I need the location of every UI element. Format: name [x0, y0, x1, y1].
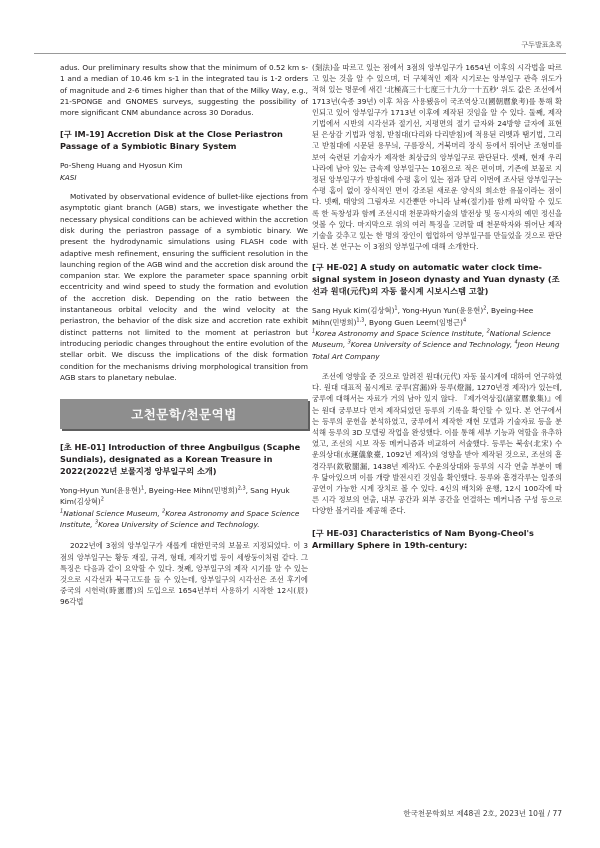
author-name: , Yong-Hyun Yun(윤용현): [397, 306, 484, 316]
author-list: [312, 305, 562, 328]
author-name: , Byeing-Hee Mihn(민병희): [144, 486, 238, 496]
affil-marker: 2: [486, 328, 490, 335]
affiliation-name: National Science Museum,: [63, 508, 163, 518]
abstract-body: 조선에 영향을 준 것으로 알려진 원대(元代) 자동 물시계에 대하여 연구하였다. 원대 대표적 물시계로 궁루(宮漏)와 등루(燈漏, 1270년경 제작)가 있는데, 궁루에 대해서는 자료가 거의 남아 있지 않다. 『제가역상집(諸家曆象集)』에는 원대 궁루보다 먼저 제작되었던 등루의 기록을 확인할 수 있다. 본 연구에서는 등루의 문헌을 분석하였고, 궁루에서 제작한 재현 모델과 기술자료 등을 분석해 등루의 3D 모델링 작업을 완성했다. 이를 통해 세부 기능과 역할을 유추하였고, 조선의 시보 작동 메커니즘과 비교하여 서술했다. 등루는 북송(北宋) 수운의상대(水運儀象臺, 1092년 제작)의 영향을 받아 제작된 것으로, 조선의 흠경각루(欽敬閣漏, 1438년 제작)도 수운의상대와 등루의 시각 연출 부분이 매우 닮아있으며 이를 개량 발전시킨 것임을 확인했다. 등루와 흠경각루는 일종의 공연이 가능한 시계 장치로 볼 수 있다. 4신의 배치와 운행, 12시 100각에 따른 시각 정보의 연출, 내부 공간과 외부 공간을 연결하는 메커니즘 구성 등으로 다양한 볼거리를 제공해 준다.: [312, 371, 562, 516]
affiliation: KASI: [60, 172, 77, 182]
abstract-body: Motivated by observational evidence of bullet-like ejections from asymptotic giant branch (AGB) stars, we investigate whether the necessary physical conditions can be achieved within the accretion disk during the periastron passage of a symbiotic binary. We present the hydrodynamic simulations using FLASH code with adaptive mesh refinement, ensuring the sufficient resolution in the launching region of the AGB wind and the accretion disk around the companion star. We explore the parameter space spanning orbit eccentricity and wind speed to study the formation and evolution of the accretion disk. Depending on the ratio between the instantaneous orbital velocity and the wind velocity at the periastron, the behavior of the disk size and accretion rate exhibit distinct patterns not limited to the moment at periastron but introducing periodic changes throughout the entire evolution of the stellar orbit. We discuss the implications of the disk formation condition for the mechanisms driving morphological transition from AGB stars to planetary nebulae.: [60, 192, 308, 382]
author-list: Po-Sheng Huang and Hyosun Kim: [60, 161, 183, 171]
abstract-title: [구 HE-03] Characteristics of Nam Byong-Cheol's Armillary Sphere in 19th-century:: [312, 527, 534, 550]
affiliation-name: Jeon Heung Total Art Company: [312, 340, 560, 361]
affiliation: [60, 508, 308, 531]
affil-marker: 2: [162, 508, 166, 515]
abstract-body: 2022년에 3점의 앙부일구가 새롭게 대한민국의 보물로 지정되었다. 이 3점의 앙부일구는 황동 재질, 규격, 형태, 제작기법 등이 세쌍둥이처럼 같다. 그 특징은 다음과 같이 요약할 수 있다. 첫째, 앙부일구의 제작 시기를 알 수 있는 것으로 시각선과 북극고도를 들 수 있는데, 앙부일구의 시각선은 조선 후기에 중국의 시헌력(時憲曆)의 도입으로 1654년부터 사용하기 시작한 12시(辰) 96각법: [60, 541, 308, 607]
affil-marker: 1: [140, 485, 145, 492]
abstract-he02: [312, 261, 562, 516]
abstract-title: [구 IM-19] Accretion Disk at the Close Periastron Passage of a Symbiotic Binary System: [60, 129, 283, 152]
continued-abstract: (刻法)을 따르고 있는 점에서 3점의 앙부일구가 1654년 이후의 시각법을 따르고 있는 것을 알 수 있으며, 더 구체적인 제작 시기로는 앙부일구 관측 위도가 적혀 있는 명문에 새긴 '北極高三十七度三十九分一十五秒' 위도 값은 조선에서 1713년(숙종 39년) 이후 처음 사용됐음이 국조역상고(國朝曆象考)를 통해 확인되고 있어 앙부일구가 1713년 이후에 제작된 것임을 알 수 있다. 둘째, 제작기법에서 시반의 시각선과 절기선, 지평면의 절기 글자와 24방향 글자에 표현된 은상감 기법과 영침, 받침대(다리와 다리받침)에 적용된 리벳과 땜기법, 그리고 받침대에 시문된 용무늬, 구름장식, 거북머리 장식 등에서 뛰어난 조형미를 보여 숙련된 기술자가 제작한 최상급의 앙부일구로 판단된다. 셋째, 현재 우리나라에 남아 있는 금속제 앙부일구는 10점으로 적은 편이며, 기존에 보물로 지정된 앙부일구가 받침대에 수평 홈이 있는 점과 달리 이번에 조사된 앙부일구는 수평 홈이 없이 장식적인 면이 강조된 새로운 양식의 희소한 유물이라는 점이다. 넷째, 태양의 그림자로 시간뿐만 아니라 날짜(절기)를 함께 파악할 수 있도록 한 독창성과 함께 조선시대 천문과학기술의 발전상 및 동시자의 예민 정신을 엿볼 수 있다. 마지막으로 위의 여러 특징을 고려할 때 천문학자와 뛰어난 제작 기술을 갖추고 있는 한 명의 장인이 협업하여 앙부일구를 만들었을 것으로 판단된다. 본 연구는 이 3점의 앙부일구에 대해 소개한다.: [312, 63, 562, 252]
affil-marker: 4: [514, 339, 518, 346]
section-banner-label: 고천문학/천문역법: [131, 407, 237, 423]
affil-marker: 1,3: [356, 317, 365, 324]
affiliation-name: Korea Astronomy and Space Science Institute,: [60, 508, 300, 530]
author-name: , Byong Guen Leem(임병근): [364, 317, 463, 327]
page-footer: 한국천문학회보 제48권 2호, 2023년 10월 / 77: [403, 809, 562, 818]
abstract-he01: [60, 441, 308, 607]
continued-abstract: adus. Our preliminary results show that the minimum of 0.52 km s-1 and a median of 10.46 km s-1 in the integrated tau is 1-2 orders of magnitude and 2-6 times higher than that of the Milky Way, e.g., 21-SPONGE and GNOMES surveys, suggesting the possibility of more significant CNM abundance across 30 Doradus.: [60, 63, 308, 118]
author-name: Yong-Hyun Yun(윤용현): [60, 486, 141, 496]
affil-marker: 2,3: [237, 485, 246, 492]
author-name: , Sang Hyuk Kim(김상혁): [60, 486, 290, 507]
section-banner: [60, 399, 308, 429]
affiliation-name: Korea University of Science and Technology.: [98, 520, 260, 530]
abstract-im19: [60, 128, 308, 383]
affil-marker: 1: [394, 306, 398, 313]
affiliation-name: Korea Astronomy and Space Science Institute,: [315, 329, 487, 339]
affil-marker: 1: [312, 328, 316, 335]
abstract-he03: [312, 527, 562, 551]
header-divider: [34, 53, 566, 54]
left-column: [60, 62, 308, 608]
affiliation-name: Korea University of Science and Technology,: [350, 340, 515, 350]
author-name: , Byeing-Hee Mihn(민병희): [312, 306, 534, 327]
author-name: Sang Hyuk Kim(김상혁): [312, 306, 395, 316]
author-list: [60, 485, 308, 508]
affil-marker: 3: [94, 519, 99, 526]
section-tag: 구두발표초록: [521, 41, 562, 49]
affil-marker: 2: [483, 306, 487, 313]
affil-marker: 4: [462, 317, 467, 324]
affiliation-name: National Science Museum,: [312, 329, 551, 350]
abstract-title: [구 HE-02] A study on automatic water clock time-signal system in Joseon dynasty and Yuan dynasty (조선과 원대(元代)의 자동 물시계 시보시스템 고찰): [312, 262, 560, 297]
affiliation: [312, 328, 562, 362]
affil-marker: 2: [100, 497, 104, 503]
affil-marker: 3: [347, 339, 351, 346]
abstract-title: [초 HE-01] Introduction of three Angbuilgus (Scaphe Sundials), designated as a Korean Treasure in 2022(2022년 보물지정 앙부일구의 소개): [60, 442, 301, 477]
right-column: [312, 62, 562, 551]
affil-marker: 1: [60, 508, 64, 515]
